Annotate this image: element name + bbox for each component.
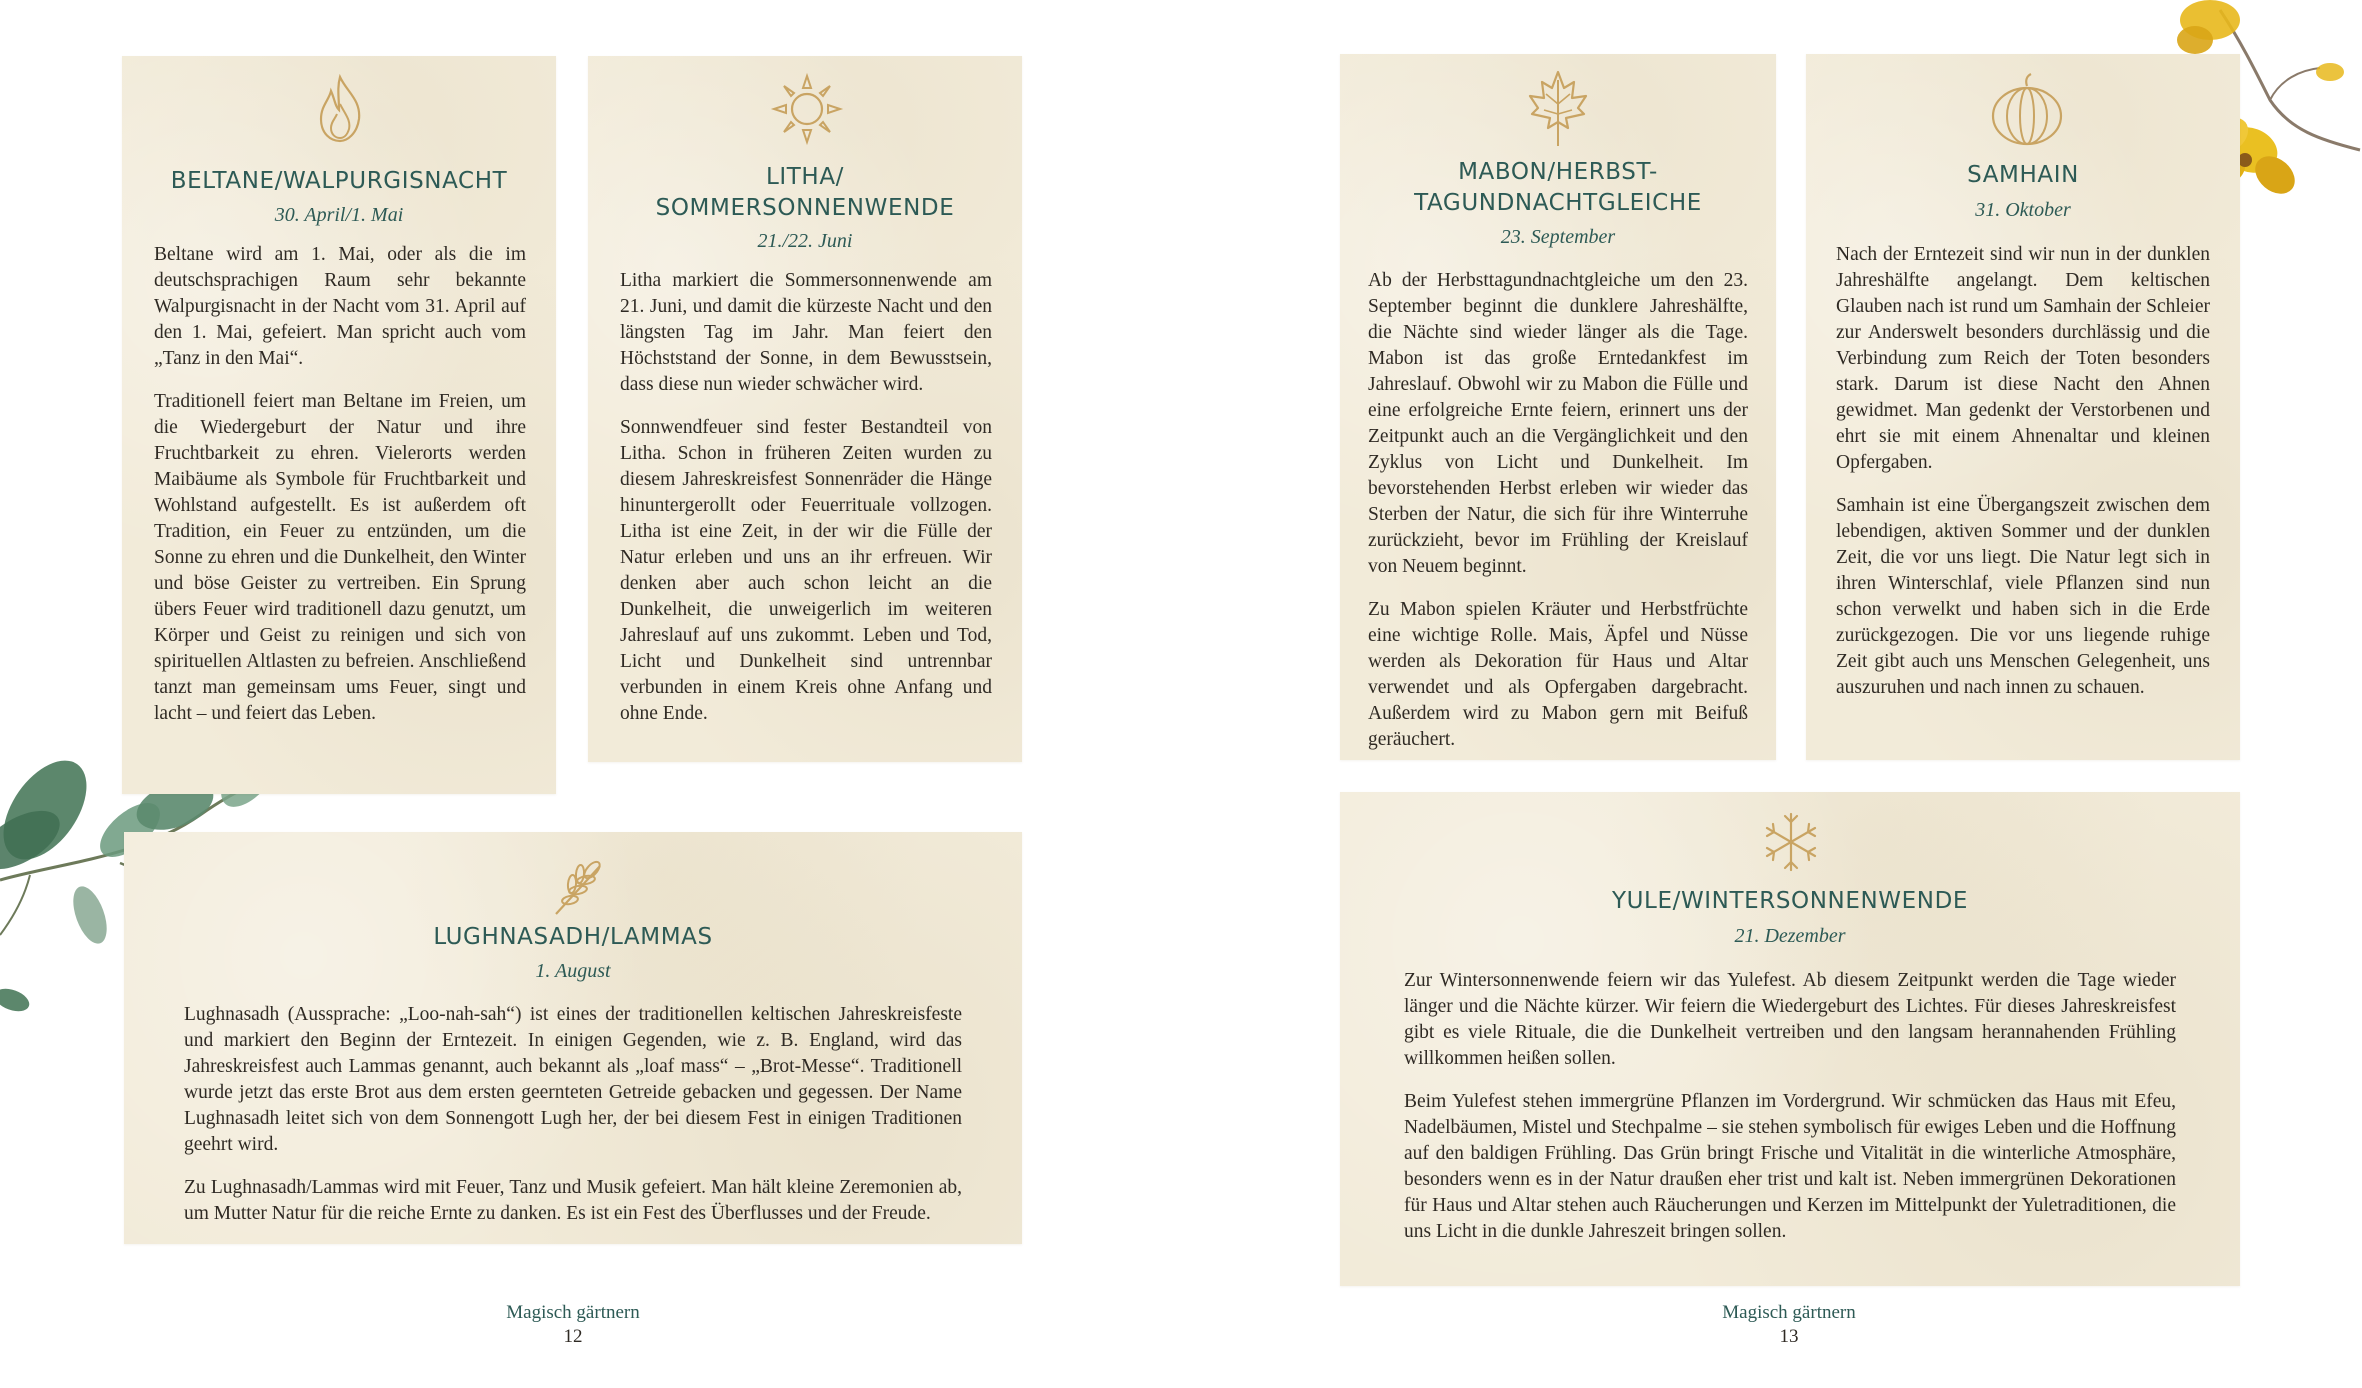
card-body <box>154 242 526 744</box>
card-paragraph: Ab der Herbsttagundnachtgleiche um den 23. September beginnt die dunklere Jahreshälfte, die Nächte sind wieder länger als die Tage. Mabon ist das große Erntedankfest im Jahreslauf. Obwohl wir zu Mabon die Fülle und eine erfolgreiche Ernte feiern, erinnert uns der Zeitpunkt auch an die Vergänglichkeit und den Zyklus von Licht und Dunkelheit. Im bevorstehenden Herbst erleben wir wieder das Sterben der Natur, die sich für ihre Winterruhe zurückzieht, bevor im Frühling der Kreislauf von Neuem beginnt. <box>1368 270 1748 577</box>
card-title-line: TAGUNDNACHTGLEICHE <box>1414 190 1702 216</box>
card-date: 23. September <box>1500 226 1616 248</box>
card-date: 30. April/1. Mai <box>274 204 404 226</box>
card-title-line: MABON/HERBST- <box>1458 159 1658 185</box>
card-paragraph: Samhain ist eine Übergangszeit zwischen dem lebendigen, aktiven Sommer und der dunklen Zeit, die vor uns liegt. Die Natur legt sich in ihren Winterschlaf, viele Pflanzen sind nun schon verwelkt und haben sich in die Erde zurückgezogen. Die vor uns liegende ruhige Zeit gibt auch uns Menschen Gelegenheit, uns auszuruhen und nach innen zu schauen. <box>1836 495 2210 698</box>
card-paragraph: Zu Lughnasadh/Lammas wird mit Feuer, Tanz und Musik gefeiert. Man hält kleine Zeremonien ab, um Mutter Natur für die reiche Ernte zu danken. Es ist ein Fest des Überflusses und der Freude. <box>184 1177 962 1224</box>
card-paragraph: Beltane wird am 1. Mai, oder als die im deutschsprachigen Raum sehr bekannte Walpurgisnacht in der Nacht vom 31. April auf den 1. Mai, gefeiert. Man spricht auch vom „Tanz in den Mai“. <box>154 244 526 369</box>
page-footer-left <box>473 1302 673 1348</box>
card-body <box>1368 268 1748 770</box>
page-footer-right <box>1689 1302 1889 1348</box>
maple-leaf-icon <box>1526 68 1590 148</box>
card-date: 31. Oktober <box>1975 199 2071 221</box>
card-title: SAMHAIN <box>1967 162 2079 188</box>
card-title: YULE/WINTERSONNENWENDE <box>1611 888 1969 914</box>
card-body <box>1836 242 2210 718</box>
card-date: 21. Dezember <box>1734 925 1846 947</box>
litha-card <box>588 56 1022 762</box>
pumpkin-icon <box>1989 72 2065 148</box>
card-title-line: LITHA/ <box>765 164 845 190</box>
card-paragraph: Nach der Erntezeit sind wir nun in der dunklen Jahreshälfte angelangt. Dem keltischen Glauben nach ist rund um Samhain der Schleier zur Anderswelt besonders durchlässig und die Verbindung zum Reich der Toten besonders stark. Darum ist diese Nacht den Ahnen gewidmet. Man gedenkt der Verstorbenen und ehrt sie mit einem Ahnenaltar und kleinen Opfergaben. <box>1836 244 2210 473</box>
footer-title: Magisch gärtnern <box>506 1302 640 1323</box>
page-number: 13 <box>1779 1326 1799 1347</box>
card-title <box>588 162 1022 224</box>
card-body <box>620 268 992 744</box>
card-paragraph: Zu Mabon spielen Kräuter und Herbstfrüchte eine wichtige Rolle. Mais, Äpfel und Nüsse werden als Dekoration für Haus und Altar verwendet und als Opfergaben dargebracht. Außerdem wird zu Mabon gern mit Beifuß geräuchert. <box>1368 599 1748 750</box>
beltane-card <box>122 56 556 794</box>
wheat-icon <box>552 858 608 918</box>
card-title: BELTANE/WALPURGISNACHT <box>170 168 508 194</box>
card-title-line: SOMMERSONNENWENDE <box>655 195 955 221</box>
mabon-card <box>1340 54 1776 760</box>
card-paragraph: Traditionell feiert man Beltane im Freien, um die Wiedergeburt der Natur und ihre Fruchtbarkeit zu ehren. Vielerorts werden Maibäume als Symbole für Fruchtbarkeit und Wohlstand aufgestellt. Es ist außerdem oft Tradition, ein Feuer zu entzünden, um die Sonne zu ehren und die Dunkelheit, den Winter und böse Geister zu vertreiben. Ein Sprung übers Feuer wird traditionell dazu genutzt, um Körper und Geist zu reinigen und sich von spirituellen Altlasten zu befreien. Anschließend tanzt man gemeinsam ums Feuer, singt und lacht – und feiert das Leben. <box>154 391 526 724</box>
card-title <box>1340 157 1776 219</box>
snowflake-icon <box>1761 810 1821 874</box>
card-title: LUGHNASADH/LAMMAS <box>433 924 713 950</box>
page-number: 12 <box>563 1326 583 1347</box>
card-paragraph: Beim Yulefest stehen immergrüne Pflanzen im Vordergrund. Wir schmücken das Haus mit Efeu, Nadelbäumen, Mistel und Stechpalme – sie stehen symbolisch für ewiges Leben und die Hoffnung auf den baldigen Frühling. Das Grün bringt Frische und Vitalität in die winterliche Atmosphäre, besonders wenn es in der Natur draußen eher trist und kalt ist. Neben immergrünen Dekorationen für Haus und Altar stehen auch Räucherungen und Kerzen im Mittelpunkt der Yuletraditionen, die uns Licht in die dunkle Jahreszeit bringen sollen. <box>1404 1091 2176 1242</box>
card-body <box>184 1002 962 1244</box>
card-paragraph: Zur Wintersonnenwende feiern wir das Yulefest. Ab diesem Zeitpunkt werden die Tage wieder länger und die Nächte kürzer. Wir feiern die Wiedergeburt des Lichtes. Für dieses Jahreskreisfest gibt es viele Rituale, die die Dunkelheit vertreiben und den langsam herannahenden Frühling willkommen heißen sollen. <box>1404 970 2176 1069</box>
card-date: 21./22. Juni <box>757 230 853 252</box>
card-paragraph: Lughnasadh (Aussprache: „Loo-nah-sah“) ist eines der traditionellen keltischen Jahreskreisfeste und markiert den Beginn der Erntezeit. In einigen Gegenden, wie z. B. England, wird das Jahreskreisfest auch Lammas genannt, auch bekannt als „loaf mass“ – „Brot-Messe“. Traditionell wurde jetzt das erste Brot aus dem ersten geernteten Getreide gebacken und gegessen. Der Name Lughnasadh leitet sich von dem Sonnengott Lugh her, der bei diesem Fest in einigen Traditionen geehrt wird. <box>184 1004 962 1155</box>
card-date: 1. August <box>535 960 611 982</box>
flame-icon <box>315 74 365 144</box>
card-body <box>1404 968 2176 1262</box>
yule-card <box>1340 792 2240 1286</box>
card-paragraph: Sonnwendfeuer sind fester Bestandteil von Litha. Schon in früheren Zeiten wurden zu diesem Jahreskreisfest Sonnenräder die Hänge hinuntergerollt oder Feuerrituale vollzogen. Litha ist eine Zeit, in der wir die Fülle der Natur erleben und uns an ihr erfreuen. Wir denken aber auch schon leicht an die Dunkelheit, die unweigerlich im weiteren Jahreslauf auf uns zukommt. Leben und Tod, Licht und Dunkelheit sind untrennbar verbunden in einem Kreis ohne Anfang und ohne Ende. <box>620 417 992 724</box>
lughnasadh-card <box>124 832 1022 1244</box>
footer-title: Magisch gärtnern <box>1722 1302 1856 1323</box>
card-paragraph: Litha markiert die Sommersonnenwende am 21. Juni, und damit die kürzeste Nacht und den längsten Tag im Jahr. Man feiert den Höchststand der Sonne, in dem Bewusstsein, dass diese nun wieder schwächer wird. <box>620 270 992 395</box>
sun-icon <box>770 72 844 146</box>
samhain-card <box>1806 54 2240 760</box>
